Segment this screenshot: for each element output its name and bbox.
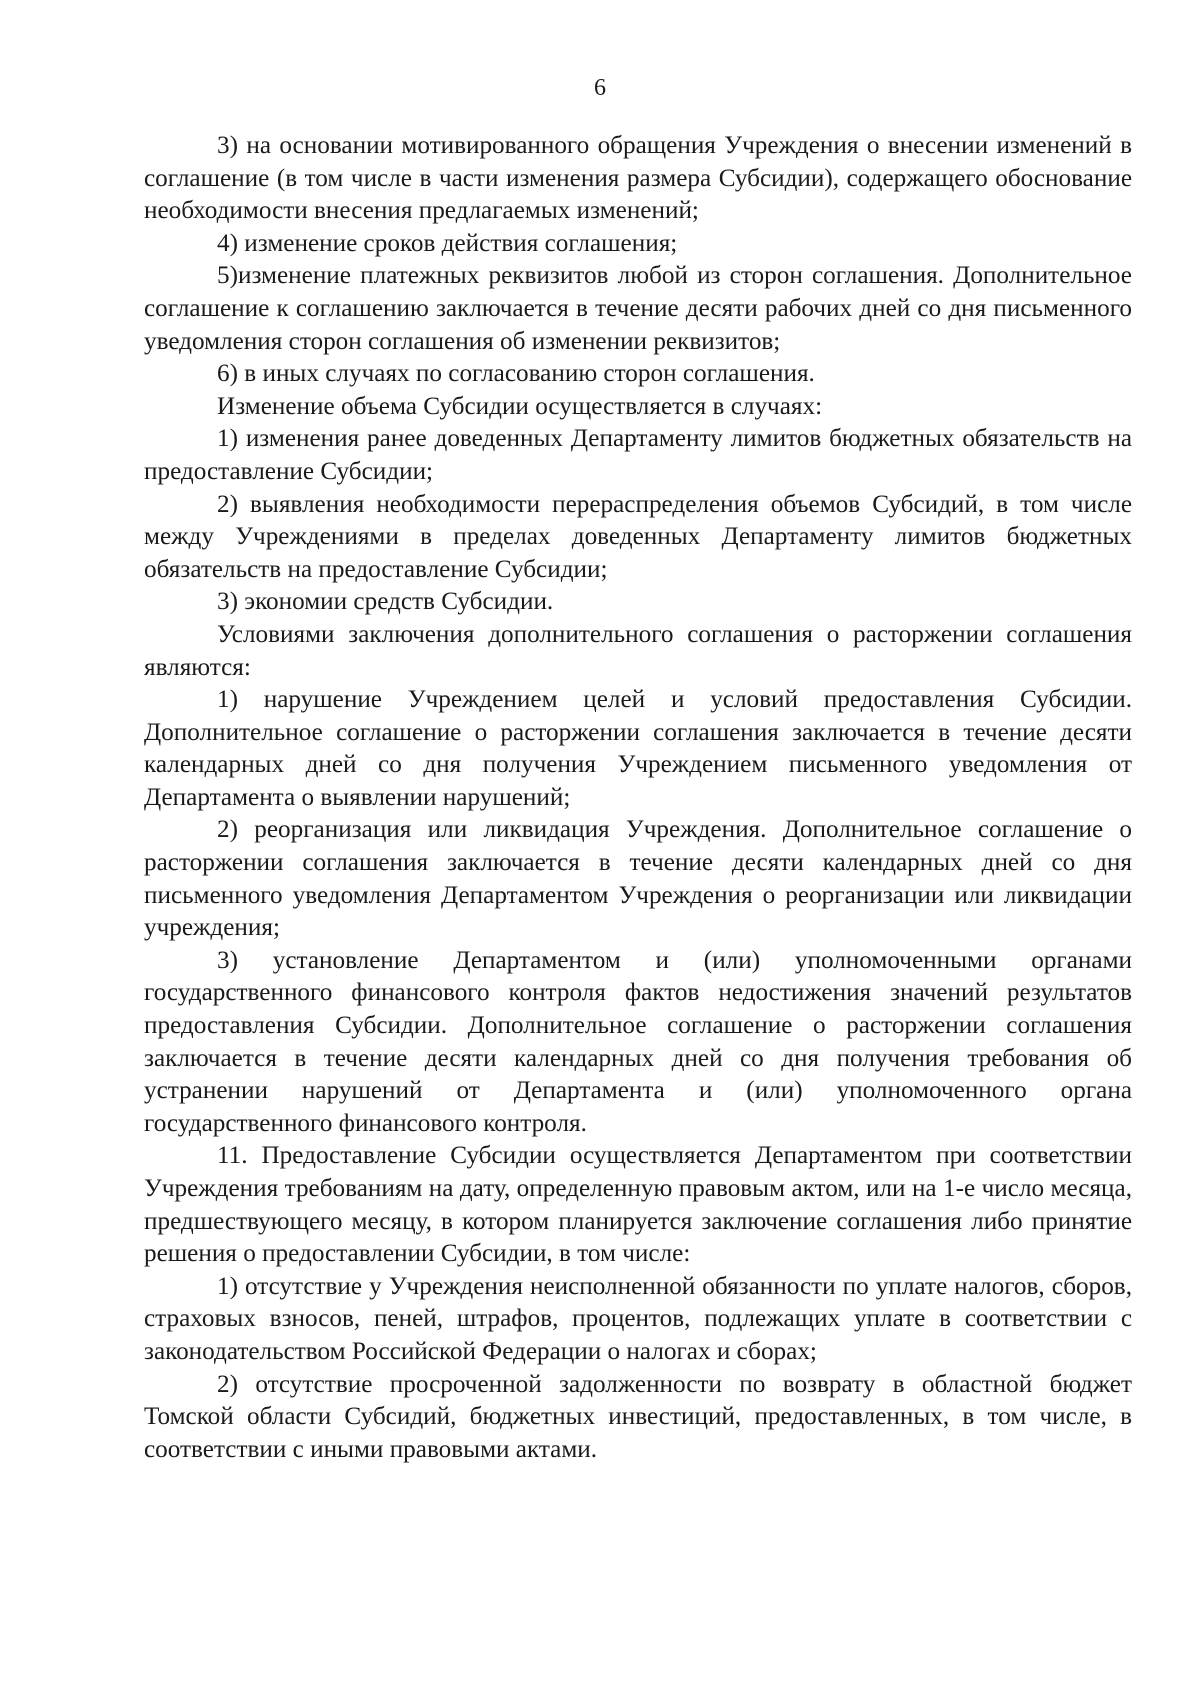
paragraph: 3) установление Департаментом и (или) уполномоченными органами государственного финансового контроля фактов недостижения значений результатов предоставления Субсидии. Дополнительное соглашение о расторжении соглашения заключается в течение десяти календарных дней со дня получения требования об устранении нарушений от Департамента и (или) уполномоченного органа государственного финансового контроля. xyxy=(144,946,1132,1137)
paragraph: 2) отсутствие просроченной задолженности по возврату в областной бюджет Томской области Субсидий, бюджетных инвестиций, предоставленных, в том числе, в соответствии с иными правовыми актами. xyxy=(144,1370,1132,1463)
paragraph: Изменение объема Субсидии осуществляется в случаях: xyxy=(217,392,823,420)
paragraph: 3) экономии средств Субсидии. xyxy=(217,588,554,616)
paragraph: 2) реорганизация или ликвидация Учреждения. Дополнительное соглашение о расторжении соглашения заключается в течение десяти календарных дней со дня письменного уведомления Департаментом Учреждения о реорганизации или ликвидации учреждения; xyxy=(144,816,1132,942)
paragraph: 3) на основании мотивированного обращения Учреждения о внесении изменений в соглашение (в том числе в части изменения размера Субсидии), содержащего обоснование необходимости внесения предлагаемых изменений; xyxy=(144,132,1132,225)
paragraph: 11. Предоставление Субсидии осуществляется Департаментом при соответствии Учреждения требованиям на дату, определенную правовым актом, или на 1-е число месяца, предшествующего месяцу, в котором планируется заключение соглашения либо принятие решения о предоставлении Субсидии, в том числе: xyxy=(144,1142,1132,1268)
paragraph: 5)изменение платежных реквизитов любой из сторон соглашения. Дополнительное соглашение к соглашению заключается в течение десяти рабочих дней со дня письменного уведомления сторон соглашения об изменении реквизитов; xyxy=(144,262,1132,355)
document-text xyxy=(144,130,1132,1466)
paragraph: 1) нарушение Учреждением целей и условий предоставления Субсидии. Дополнительное соглашение о расторжении соглашения заключается в течение десяти календарных дней со дня получения Учреждением письменного уведомления от Департамента о выявлении нарушений; xyxy=(144,686,1132,811)
paragraph: Условиями заключения дополнительного соглашения о расторжении соглашения являются: xyxy=(144,620,1132,681)
paragraph: 4) изменение сроков действия соглашения; xyxy=(217,229,678,257)
paragraph: 1) изменения ранее доведенных Департаменту лимитов бюджетных обязательств на предоставление Субсидии; xyxy=(144,425,1132,485)
paragraph: 6) в иных случаях по согласованию сторон соглашения. xyxy=(217,360,815,388)
paragraph: 1) отсутствие у Учреждения неисполненной обязанности по уплате налогов, сборов, страховых взносов, пеней, штрафов, процентов, подлежащих уплате в соответствии с законодательством Российской Федерации о налогах и сборах; xyxy=(144,1272,1132,1365)
page-number: 6 xyxy=(594,75,606,101)
paragraph: 2) выявления необходимости перераспределения объемов Субсидий, в том числе между Учреждениями в пределах доведенных Департаменту лимитов бюджетных обязательств на предоставление Субсидии; xyxy=(144,490,1132,583)
